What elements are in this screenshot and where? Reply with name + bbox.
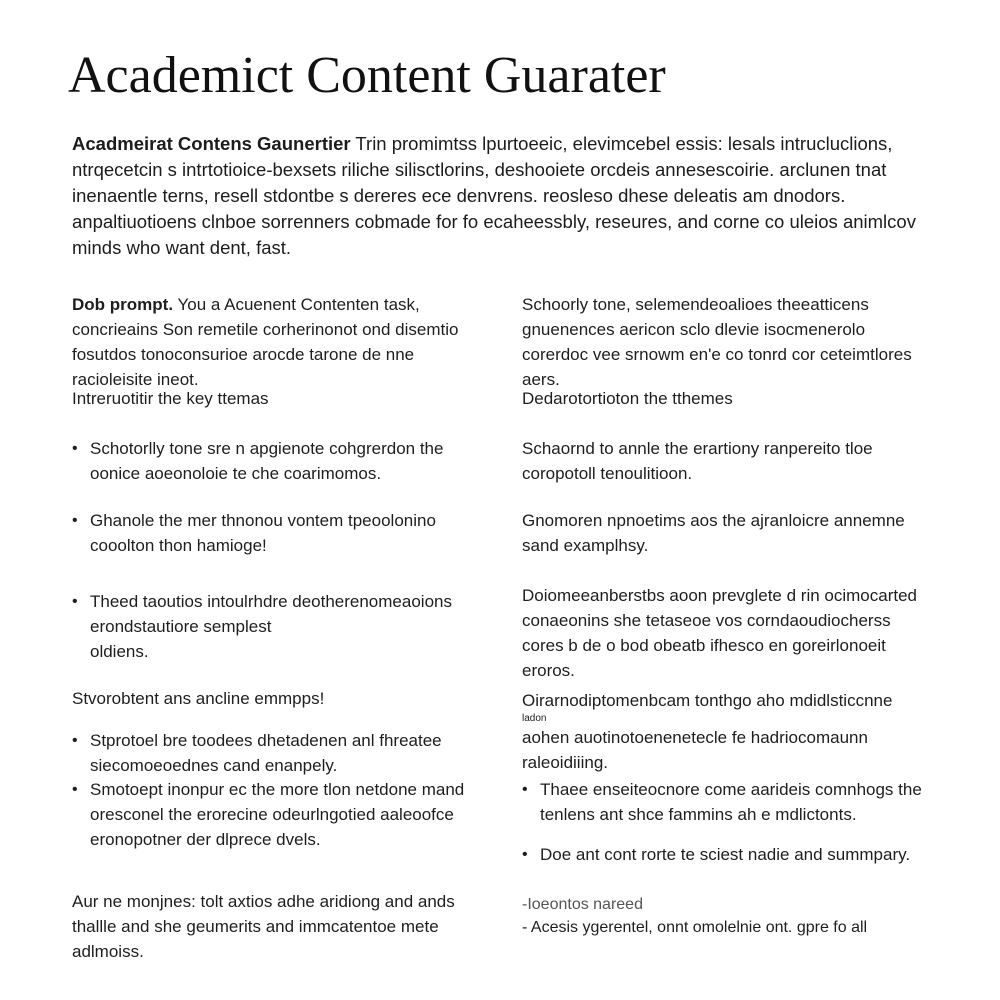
block-line: gnuenences aericon sclo dlevie isocmenerolo — [522, 320, 866, 339]
intro-lead: Acadmeirat Contens Gaunertier — [72, 133, 351, 154]
block-line: aohen auotinotoenenetecle fe hadriocomaunn — [522, 728, 868, 747]
block-line: You a Acuenent Contenten task, — [173, 295, 420, 314]
block-line: cooolton thon hamioge! — [90, 536, 267, 555]
block-line: oldiens. — [90, 642, 149, 661]
block-line: concrieains Son remetile corherinonot ond disemtio — [72, 320, 459, 339]
block-line: • Doe ant cont rorte te sciest nadie and summpary. — [540, 845, 911, 864]
right-block-heading — [522, 386, 733, 411]
left-block-heading — [72, 686, 324, 711]
block-line: Gnomoren npnoetims aos the ajranloicre annemne — [522, 511, 905, 530]
right-block — [522, 508, 905, 558]
block-line: Aur ne monjnes: tolt axtios adhe aridiong and ands — [72, 892, 455, 911]
intro-line: ntrqecetcin s intrtotioice-bexsets riliche silisctlorins, deshooiete orcdeis annesescoirie. arclunen tnat — [72, 159, 887, 180]
block-line: eroros. — [522, 661, 575, 680]
block-line: Schoorly tone, selemendeoalioes theeatticens — [522, 295, 869, 314]
block-line: erondstautiore semplest — [90, 617, 272, 636]
block-line: • Theed taoutios intoulrhdre deotherenomeaoions — [90, 592, 452, 611]
block-line: eronopotner der dlprece dvels. — [90, 830, 321, 849]
intro-line: anpaltiuotioens clnboe sorrenners cobmade for fo ecaheessbly, reseures, and corne co uleios animlcov — [72, 211, 916, 232]
block-line: corerdoc vee srnowm en'e co tonrd cor ceteimtlores — [522, 345, 912, 364]
block-line: Doiomeeanberstbs aoon prevglete d rin ocimocarted — [522, 586, 918, 605]
right-bullet-item — [520, 777, 922, 827]
block-line: cores b de o bod obeatb ifhesco en goreirlonoeit — [522, 636, 886, 655]
right-block — [522, 688, 892, 775]
left-bullet-item — [70, 436, 443, 486]
block-line: raleoidiiing. — [522, 753, 608, 772]
left-bullet-item — [70, 589, 452, 664]
block-line: Dedarotortioton the tthemes — [522, 389, 733, 408]
right-bullet-item — [520, 842, 910, 867]
intro-paragraph — [72, 131, 932, 261]
left-block-prompt — [72, 292, 458, 392]
block-line: siecomoeoednes cand enanpely. — [90, 756, 338, 775]
left-block-heading — [72, 386, 269, 411]
block-line: conaeonins she tetaseoe vos corndaoudiocherss — [522, 611, 891, 630]
prompt-lead: Dob prompt. — [72, 295, 174, 314]
block-line: -Ioeontos nareed — [522, 896, 643, 913]
right-dash-list — [522, 893, 867, 939]
right-block — [522, 436, 873, 486]
block-line: • Thaee enseiteocnore come aarideis comnhogs the — [540, 780, 922, 799]
block-line: oresconel the erorecine odeurlngotied aaleoofce — [90, 805, 454, 824]
block-line: Stvorobtent ans ancline emmpps! — [72, 689, 325, 708]
block-line: - Acesis ygerentel, onnt omolelnie ont. gpre fo all — [522, 919, 868, 936]
intro-line: minds who want dent, fast. — [72, 237, 292, 258]
block-line: coropotoll tenoulitioon. — [522, 464, 693, 483]
intro-line: Trin promimtss lpurtoeeic, elevimcebel essis: lesals intrucluclions, — [350, 133, 893, 154]
right-block — [522, 292, 912, 392]
block-line: tenlens ant shce fammins ah e mdlictonts. — [540, 805, 857, 824]
left-bullet-item — [70, 728, 442, 778]
block-line: racioleisite ineot. — [72, 370, 199, 389]
block-line: Schaornd to annle the erartiony ranpereito tloe — [522, 439, 873, 458]
block-line: adlmoiss. — [72, 942, 144, 961]
left-block-closing — [72, 889, 455, 964]
intro-line: inenaentle terns, resell stdontbe s dereres ece denvrens. reosleso dhese deleatis am dnodors. — [72, 185, 846, 206]
block-line: • Ghanole the mer thnonou vontem tpeoolonino — [90, 511, 436, 530]
document-title: Academict Content Guarater — [68, 47, 666, 104]
block-line: thallle and she geumerits and immcatentoe mete — [72, 917, 439, 936]
block-line: ladon — [522, 713, 547, 724]
block-line: fosutdos tonoconsurioe arocde tarone de nne — [72, 345, 415, 364]
right-block — [522, 583, 917, 683]
block-line: aers. — [522, 370, 560, 389]
block-line: • Schotorlly tone sre n apgienote cohgrerdon the — [90, 439, 444, 458]
left-bullet-item — [70, 508, 436, 558]
block-line: Oirarnodiptomenbcam tonthgo aho mdidlsticcnne — [522, 691, 893, 710]
block-line: oonice aoeonoloie te che coarimomos. — [90, 464, 382, 483]
left-bullet-item — [70, 777, 464, 852]
block-line: Intreruotitir the key ttemas — [72, 389, 269, 408]
block-line: • Stprotoel bre toodees dhetadenen anl fhreatee — [90, 731, 442, 750]
block-line: sand examplhsy. — [522, 536, 649, 555]
block-line: • Smotoept inonpur ec the more tlon netdone mand — [90, 780, 465, 799]
